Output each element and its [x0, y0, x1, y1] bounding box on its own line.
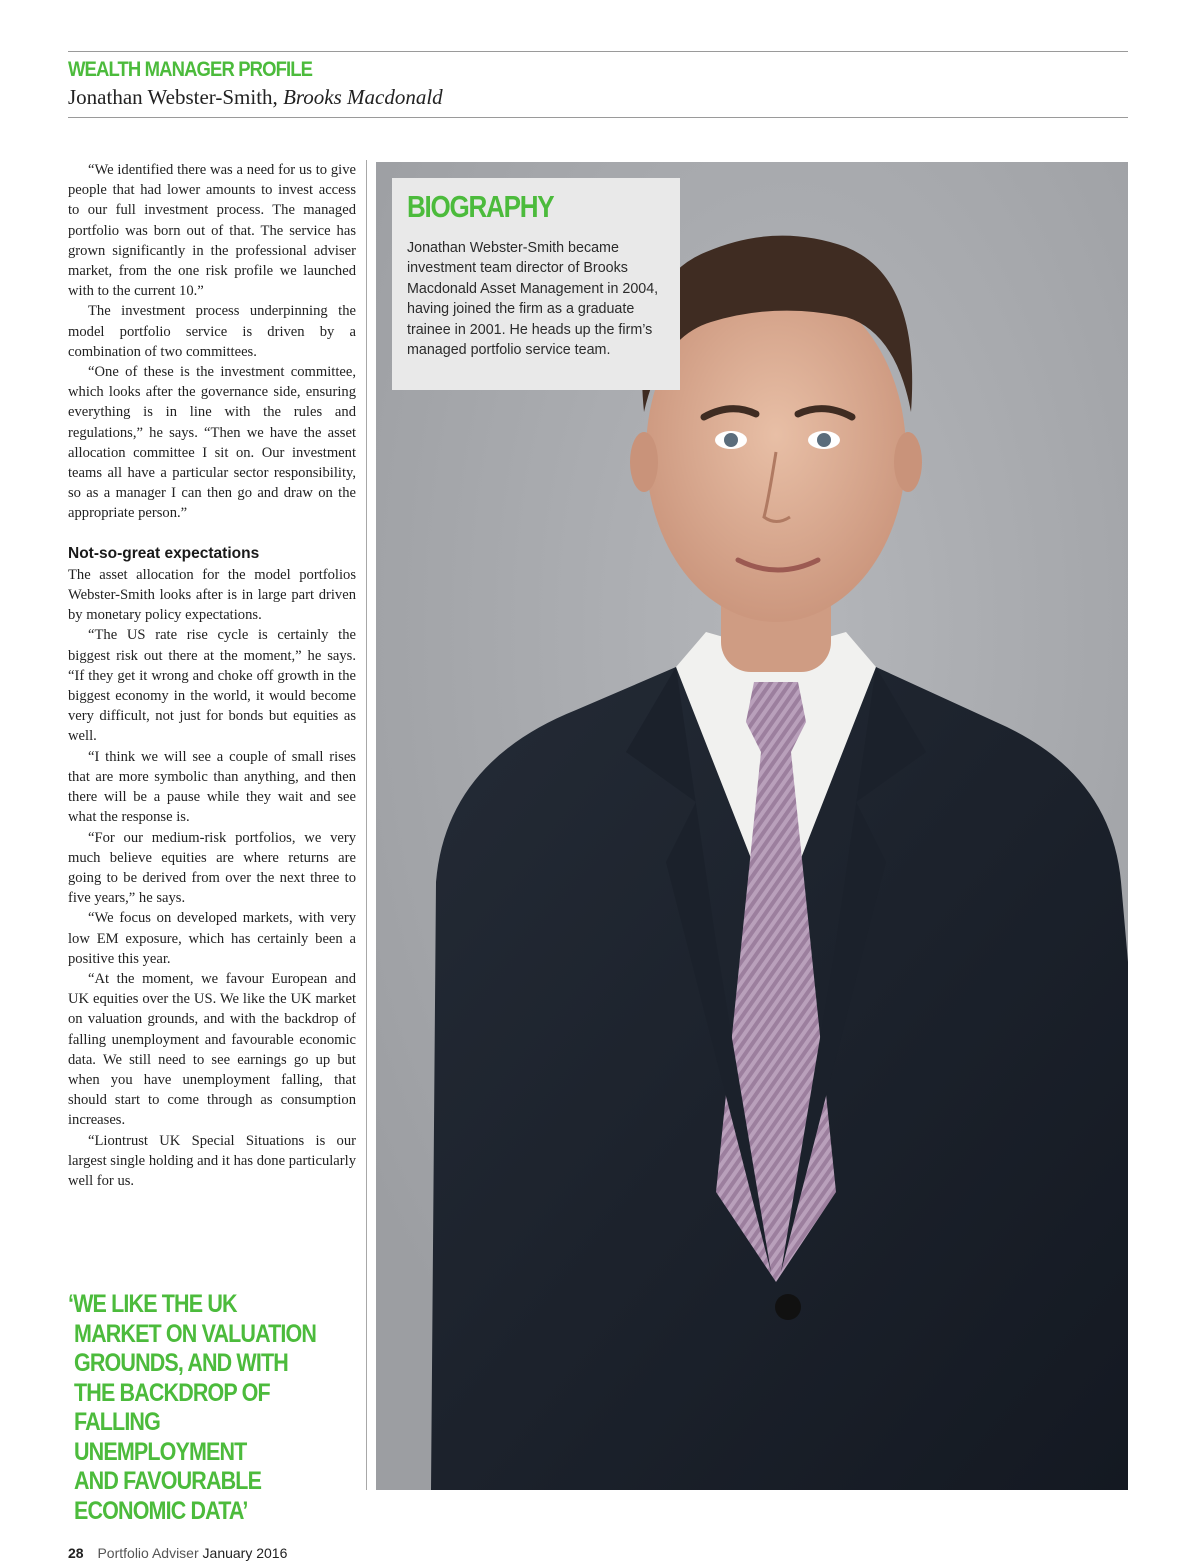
- article-paragraph: “At the moment, we favour European and UK equities over the US. We like the UK market on valuation grounds, and with the backdrop of falling unemployment and favourable economic data. We still need to see earnings go up but when you have unemployment falling, that should start to come through as consumption increases.: [68, 970, 356, 1129]
- pull-quote-line: MARKET ON VALUATION: [74, 1319, 317, 1348]
- profile-company: Brooks Macdonald: [283, 85, 443, 109]
- pull-quote-line: ‘WE LIKE THE UK: [68, 1290, 237, 1318]
- article-paragraph: “One of these is the investment committee, which looks after the governance side, ensuring everything is in line with the rules and regulations,” he says. “Then we have the asset allocation committee I sit on. Our investment teams all have a particular sector responsibility, so as a manager I can then go and draw on the appropriate person.”: [68, 364, 356, 522]
- page-footer: [68, 1545, 287, 1561]
- article-paragraph: “I think we will see a couple of small rises that are more symbolic than anything, and then there will be a pause while they wait and see what the response is.: [68, 748, 356, 826]
- pull-quote-line: GROUNDS, AND WITH: [74, 1349, 288, 1377]
- biography-title: BIOGRAPHY: [407, 189, 554, 224]
- page-number: 28: [68, 1545, 84, 1561]
- article-subheading: Not-so-great expectations: [68, 544, 260, 562]
- column-divider: [366, 160, 367, 1490]
- header-top-rule: [68, 51, 1128, 52]
- article-body: [68, 160, 356, 1191]
- header-bottom-rule: [68, 117, 1128, 118]
- pull-quote: [68, 1290, 326, 1526]
- pull-quote-line: AND FAVOURABLE: [74, 1467, 262, 1495]
- article-paragraph: “Liontrust UK Special Situations is our largest single holding and it has done particularly well for us.: [68, 1132, 356, 1189]
- article-paragraph: “We identified there was a need for us to give people that had lower amounts to invest access to our full investment process. The managed portfolio was born out of that. The service has grown significantly in the professional adviser market, from the one risk profile we launched with to the current 10.”: [68, 162, 356, 300]
- article-paragraph: The investment process underpinning the model portfolio service is driven by a combination of two committees.: [68, 303, 356, 360]
- biography-text: Jonathan Webster-Smith became investment team director of Brooks Macdonald Asset Management in 2004, having joined the firm as a graduate trainee in 2001. He heads up the firm’s managed portfolio service team.: [407, 240, 659, 359]
- article-lead-paragraph: The asset allocation for the model portfolios Webster-Smith looks after is in large part driven by monetary policy expectations.: [68, 566, 356, 624]
- profile-headline: [68, 85, 443, 110]
- article-paragraph: “We focus on developed markets, with very low EM exposure, which has certainly been a positive this year.: [68, 910, 356, 967]
- profile-name: Jonathan Webster-Smith,: [68, 85, 278, 109]
- article-paragraph: “For our medium-risk portfolios, we very much believe equities are where returns are going to be derived from over the next three to five years,” he says.: [68, 829, 356, 907]
- biography-box: [392, 178, 680, 390]
- article-paragraph: “The US rate rise cycle is certainly the biggest risk out there at the moment,” he says. “If they get it wrong and choke off growth in the biggest economy in the world, it would become very difficult, not just for bonds but equities as well.: [68, 627, 356, 745]
- publication-name: Portfolio Adviser: [97, 1545, 199, 1561]
- pull-quote-line: THE BACKDROP OF: [74, 1378, 270, 1407]
- pull-quote-line: ECONOMIC DATA’: [74, 1496, 248, 1525]
- section-label: WEALTH MANAGER PROFILE: [68, 58, 313, 81]
- pull-quote-line: FALLING UNEMPLOYMENT: [74, 1408, 247, 1466]
- issue-date: January 2016: [202, 1545, 288, 1561]
